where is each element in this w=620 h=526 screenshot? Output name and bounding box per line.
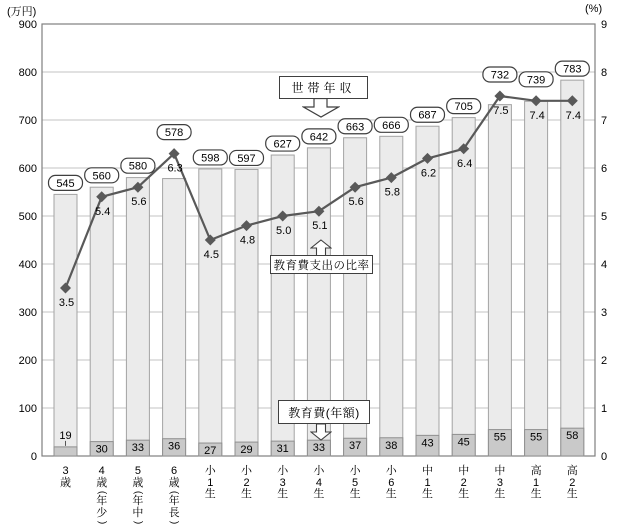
x-axis-label-char: 小	[385, 465, 397, 477]
income-bar	[525, 101, 548, 456]
x-axis-label-char: 生	[458, 488, 470, 500]
segment-value-label: 19	[59, 429, 72, 442]
x-axis-label	[457, 466, 471, 501]
ratio-value-label: 7.4	[529, 109, 545, 122]
x-axis-label-char: 年	[96, 495, 108, 507]
right-tick-label: 2	[601, 355, 608, 367]
ratio-value-label: 5.6	[348, 196, 364, 209]
x-axis-label-char: 歳	[132, 476, 144, 489]
x-axis-label-char: (	[168, 490, 180, 495]
x-axis-label-char: 4	[315, 476, 322, 489]
ratio-value-label: 3.5	[58, 297, 75, 309]
x-axis-label-char: (	[132, 490, 144, 495]
x-axis-label-char: 高	[566, 465, 578, 477]
x-axis-label-char: 2	[460, 476, 467, 489]
x-axis-label	[276, 466, 290, 501]
ratio-value-label: 5.4	[95, 205, 111, 218]
x-axis-label-char: 5	[134, 465, 141, 477]
income-value-label: 627	[273, 138, 292, 151]
segment-value-label: 36	[167, 440, 181, 453]
right-tick-label: 3	[601, 307, 608, 319]
left-axis-unit-label: (万円)	[7, 6, 37, 18]
x-axis-label-char: 3	[62, 465, 69, 477]
income-value-label: 705	[454, 101, 473, 114]
income-value-label: 687	[418, 109, 437, 122]
left-tick-label: 800	[18, 67, 37, 79]
right-tick-label: 4	[601, 259, 608, 271]
right-tick-label: 9	[601, 19, 608, 31]
left-tick-label: 0	[30, 451, 37, 463]
x-axis-label	[529, 466, 543, 501]
x-axis-label-char: 1	[207, 476, 214, 489]
x-axis-label-char: 2	[243, 476, 250, 489]
segment-value-label: 55	[529, 431, 543, 444]
x-axis-label-char: 小	[204, 465, 216, 477]
ratio-value-label: 6.4	[457, 157, 473, 170]
right-axis-unit-label: (%)	[585, 3, 603, 15]
ratio-value-label: 6.3	[167, 162, 183, 175]
income-value-label: 732	[490, 69, 510, 82]
segment-value-label: 29	[240, 444, 253, 457]
x-axis-label-char: 6	[171, 465, 178, 477]
x-axis-label-char: 3	[279, 476, 286, 489]
segment-value-label: 38	[385, 439, 398, 452]
left-tick-label: 300	[18, 307, 37, 319]
right-tick-label: 8	[601, 67, 608, 79]
x-axis-label-char: 生	[241, 488, 252, 500]
x-axis-label-char: 長	[168, 506, 180, 519]
income-value-label: 598	[201, 152, 220, 165]
income-bar	[199, 169, 222, 456]
income-bar	[235, 169, 258, 456]
education-expense-segment	[54, 447, 77, 456]
x-axis-label	[421, 466, 435, 501]
x-axis-label-char: 1	[424, 476, 431, 489]
ratio-value-label: 5.8	[384, 186, 400, 199]
expense-ratio-callout: 教育費支出の比率	[270, 255, 373, 274]
left-tick-label: 600	[18, 163, 37, 175]
x-axis-label-char: 5	[352, 476, 359, 489]
ratio-value-label: 4.8	[239, 234, 256, 247]
x-axis-label-char: 生	[204, 488, 216, 500]
x-axis-label-char: 中	[494, 465, 506, 477]
income-value-label: 739	[526, 74, 546, 87]
left-tick-label: 100	[18, 403, 37, 415]
income-value-label: 666	[382, 119, 401, 132]
x-axis-label-char: )	[96, 520, 108, 525]
right-tick-label: 5	[601, 211, 608, 223]
x-axis-label-char: 小	[241, 465, 252, 477]
income-value-label: 545	[56, 177, 75, 190]
segment-value-label: 33	[131, 442, 145, 455]
ratio-value-label: 5.6	[131, 196, 147, 209]
x-axis-label-char: 年	[132, 495, 144, 507]
x-axis-label-char: 中	[422, 465, 433, 477]
x-axis-label-char: 歳	[60, 476, 71, 489]
ratio-value-label: 5.0	[276, 225, 292, 237]
ratio-value-label: 4.5	[203, 249, 219, 261]
up-arrow-icon	[310, 239, 332, 256]
left-tick-label: 400	[18, 259, 37, 271]
x-axis-label-char: 生	[494, 488, 506, 500]
x-axis-label	[493, 466, 507, 501]
segment-value-label: 58	[566, 430, 579, 443]
x-axis-label-char: 生	[530, 488, 542, 500]
income-value-label: 663	[345, 121, 365, 134]
ratio-value-label: 7.4	[565, 109, 581, 122]
segment-value-label: 43	[421, 437, 434, 450]
x-axis-label-char: 中	[458, 465, 470, 477]
x-axis-label-char: 少	[96, 506, 108, 519]
income-value-label: 560	[92, 170, 111, 183]
income-value-label: 597	[237, 152, 256, 165]
income-bar	[488, 105, 511, 456]
x-axis-label-char: 歳	[168, 476, 180, 489]
x-axis-label-char: 歳	[96, 476, 108, 489]
x-axis-label-char: 2	[569, 476, 576, 489]
x-axis-label-char: 4	[98, 465, 105, 477]
x-axis-label	[240, 466, 254, 501]
segment-value-label: 27	[204, 445, 217, 458]
x-axis-label	[348, 466, 362, 501]
income-bar	[54, 194, 77, 456]
household-income-callout: 世帯年収	[279, 76, 368, 99]
x-axis-label-char: 小	[277, 465, 289, 477]
segment-value-label: 30	[95, 443, 108, 456]
left-axis-ticks	[19, 19, 37, 463]
x-axis-label-char: )	[168, 520, 180, 525]
x-axis-label-char: 小	[349, 465, 361, 477]
x-axis-label-char: 生	[349, 488, 361, 500]
x-axis-label-char: 生	[422, 488, 433, 500]
x-axis-label-char: 高	[530, 465, 542, 477]
x-axis-label	[384, 466, 398, 501]
ratio-value-label: 7.5	[493, 105, 509, 117]
income-bar	[163, 179, 186, 456]
income-value-label: 580	[128, 160, 148, 173]
ratio-value-label: 5.1	[312, 220, 328, 233]
income-value-label: 783	[563, 63, 582, 76]
right-tick-label: 7	[601, 115, 608, 127]
income-bar	[126, 178, 149, 456]
income-value-label: 642	[309, 131, 329, 144]
ratio-value-label: 6.2	[420, 167, 437, 180]
left-tick-label: 700	[18, 115, 37, 127]
x-axis-label-char: (	[96, 490, 108, 495]
x-axis-label-char: 生	[385, 488, 397, 500]
x-axis-label-char: 生	[313, 488, 325, 500]
x-axis-label-char: 6	[388, 476, 395, 489]
down-arrow-icon	[302, 98, 340, 118]
segment-value-label: 55	[493, 431, 507, 444]
x-axis-label	[59, 466, 73, 489]
down-arrow-icon	[310, 423, 332, 441]
right-tick-label: 6	[601, 163, 608, 175]
x-axis-label-char: 中	[132, 506, 144, 519]
x-axis-label	[167, 466, 181, 526]
x-axis-label	[131, 466, 145, 526]
right-tick-label: 1	[601, 403, 608, 415]
x-axis-label-char: 3	[496, 476, 503, 489]
income-bar	[380, 136, 403, 456]
x-axis-label	[312, 466, 326, 501]
income-value-label: 578	[164, 127, 184, 140]
x-axis-label	[203, 466, 217, 501]
income-bar	[561, 80, 584, 456]
right-tick-label: 0	[601, 451, 608, 463]
left-tick-label: 900	[18, 19, 37, 31]
income-bar	[90, 187, 113, 456]
x-axis-label-char: 小	[313, 465, 325, 477]
right-axis-ticks	[601, 19, 607, 463]
x-axis-label-char: )	[132, 520, 144, 525]
x-axis-label	[565, 466, 579, 501]
education-expense-callout: 教育費(年額)	[278, 400, 370, 424]
x-axis-label-char: 年	[168, 495, 180, 507]
segment-value-label: 33	[312, 442, 326, 455]
segment-value-label: 31	[276, 443, 289, 456]
left-tick-label: 500	[18, 211, 37, 223]
left-tick-label: 200	[18, 355, 37, 367]
x-axis-label-char: 生	[277, 488, 289, 500]
segment-value-label: 37	[348, 440, 362, 453]
x-axis-label	[95, 466, 109, 526]
x-axis-label-char: 1	[533, 476, 540, 489]
segment-value-label: 45	[457, 436, 470, 449]
x-axis-label-char: 生	[566, 488, 578, 500]
